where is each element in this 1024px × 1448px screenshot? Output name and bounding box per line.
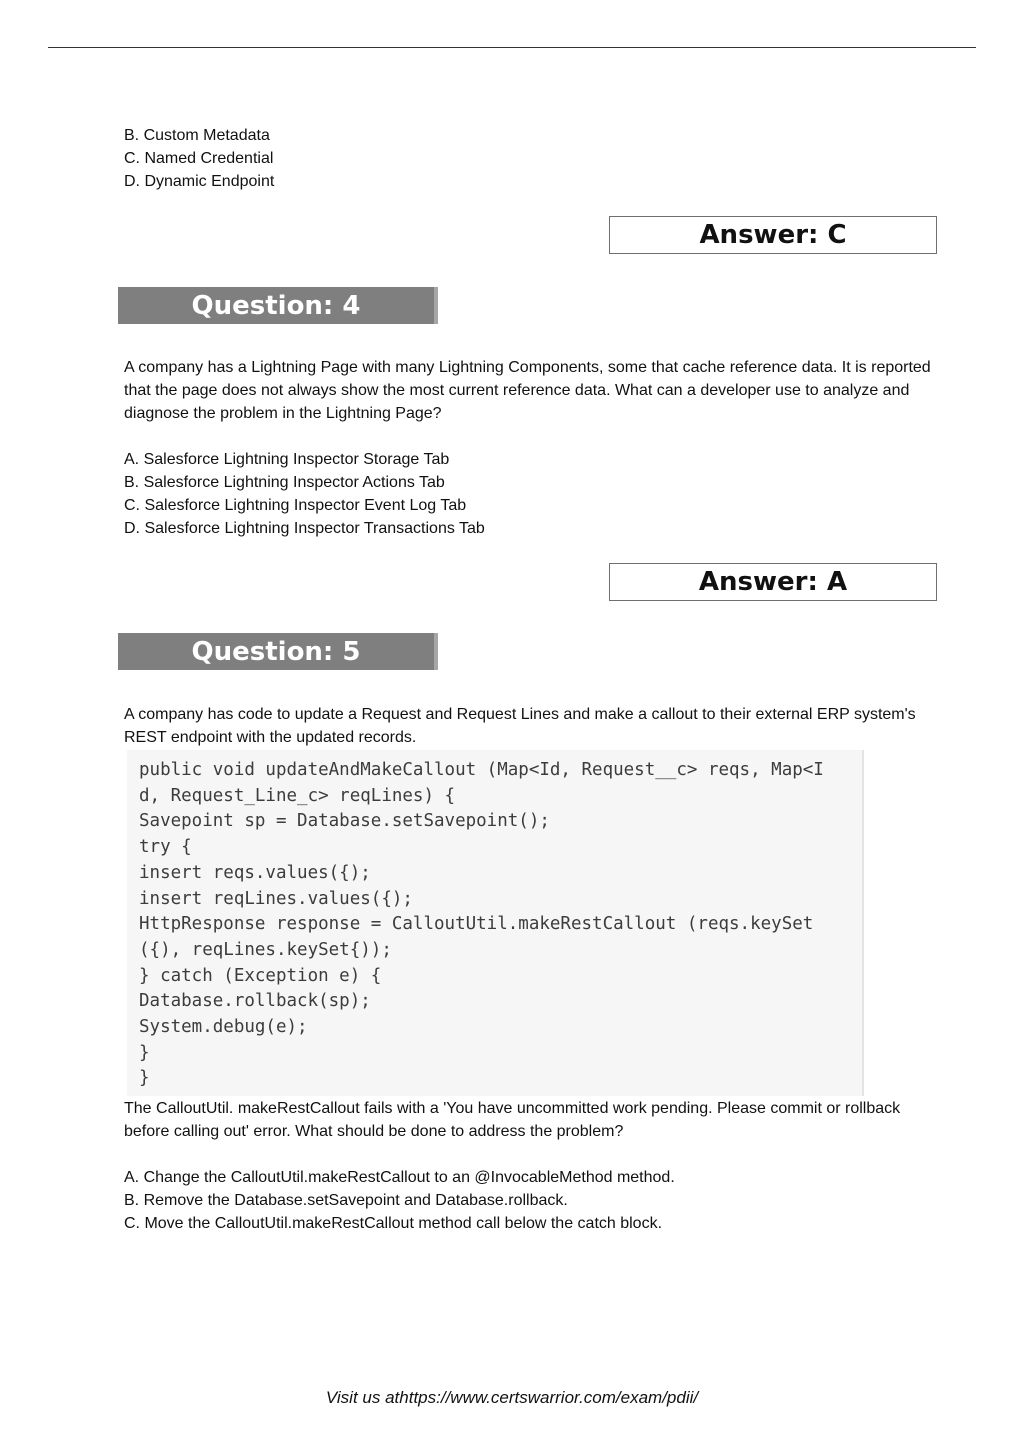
q5-code-snippet: [127, 750, 864, 1096]
code-line: }: [139, 1068, 150, 1089]
code-line: ({), reqLines.keySet{));: [139, 939, 392, 960]
code-line: System.debug(e);: [139, 1017, 308, 1038]
q5-option-c: C. Move the CalloutUtil.makeRestCallout method call below the catch block.: [124, 1215, 663, 1232]
code-line: } catch (Exception e) {: [139, 965, 382, 986]
q5-intro-text: A company has code to update a Request and Request Lines and make a callout to their external ERP system's REST endpoint with the updated records.: [124, 706, 916, 746]
code-line: d, Request_Line_c> reqLines) {: [139, 785, 456, 806]
q5-title-banner: Question: 5: [118, 633, 438, 670]
footer-url-text: Visit us athttps://www.certswarrior.com/exam/pdii/: [325, 1388, 699, 1407]
code-line: try {: [139, 837, 192, 858]
q4-option-a: A. Salesforce Lightning Inspector Storage Tab: [124, 451, 450, 468]
q4-option-d: D. Salesforce Lightning Inspector Transactions Tab: [124, 520, 485, 537]
code-line: insert reqLines.values({);: [139, 888, 413, 909]
q5-options: [124, 1166, 675, 1235]
q3-option-c: C. Named Credential: [124, 150, 274, 167]
code-line: }: [139, 1042, 150, 1063]
q4-option-c: C. Salesforce Lightning Inspector Event Log Tab: [124, 497, 467, 514]
header-rule: [48, 47, 976, 48]
q3-answer-box: Answer: C: [609, 216, 937, 254]
q3-option-d: D. Dynamic Endpoint: [124, 173, 275, 190]
q5-option-b: B. Remove the Database.setSavepoint and Database.rollback.: [124, 1192, 568, 1209]
code-line: HttpResponse response = CalloutUtil.makeRestCallout (reqs.keySet: [139, 914, 814, 935]
code-line: Database.rollback(sp);: [139, 991, 371, 1012]
q4-options: [124, 448, 485, 540]
q5-problem-text: The CalloutUtil. makeRestCallout fails with a 'You have uncommitted work pending. Please commit or rollback before calling out' error. What should be done to address the problem?: [124, 1100, 901, 1140]
code-line: Savepoint sp = Database.setSavepoint();: [139, 811, 550, 832]
q4-question-text: A company has a Lightning Page with many Lightning Components, some that cache reference data. It is reported that the page does not always show the most current reference data. What can a developer use to analyze and diagnose the problem in the Lightning Page?: [124, 359, 931, 422]
q4-option-b: B. Salesforce Lightning Inspector Actions Tab: [124, 474, 445, 491]
q5-option-a: A. Change the CalloutUtil.makeRestCallout to an @InvocableMethod method.: [124, 1169, 675, 1186]
code-line: insert reqs.values({);: [139, 862, 371, 883]
q3-options: [124, 124, 274, 193]
q4-title-banner: Question: 4: [118, 287, 438, 324]
q3-option-b: B. Custom Metadata: [124, 127, 270, 144]
q4-answer-box: Answer: A: [609, 563, 937, 601]
code-line: public void updateAndMakeCallout (Map<Id, Request__c> reqs, Map<I: [139, 760, 824, 780]
